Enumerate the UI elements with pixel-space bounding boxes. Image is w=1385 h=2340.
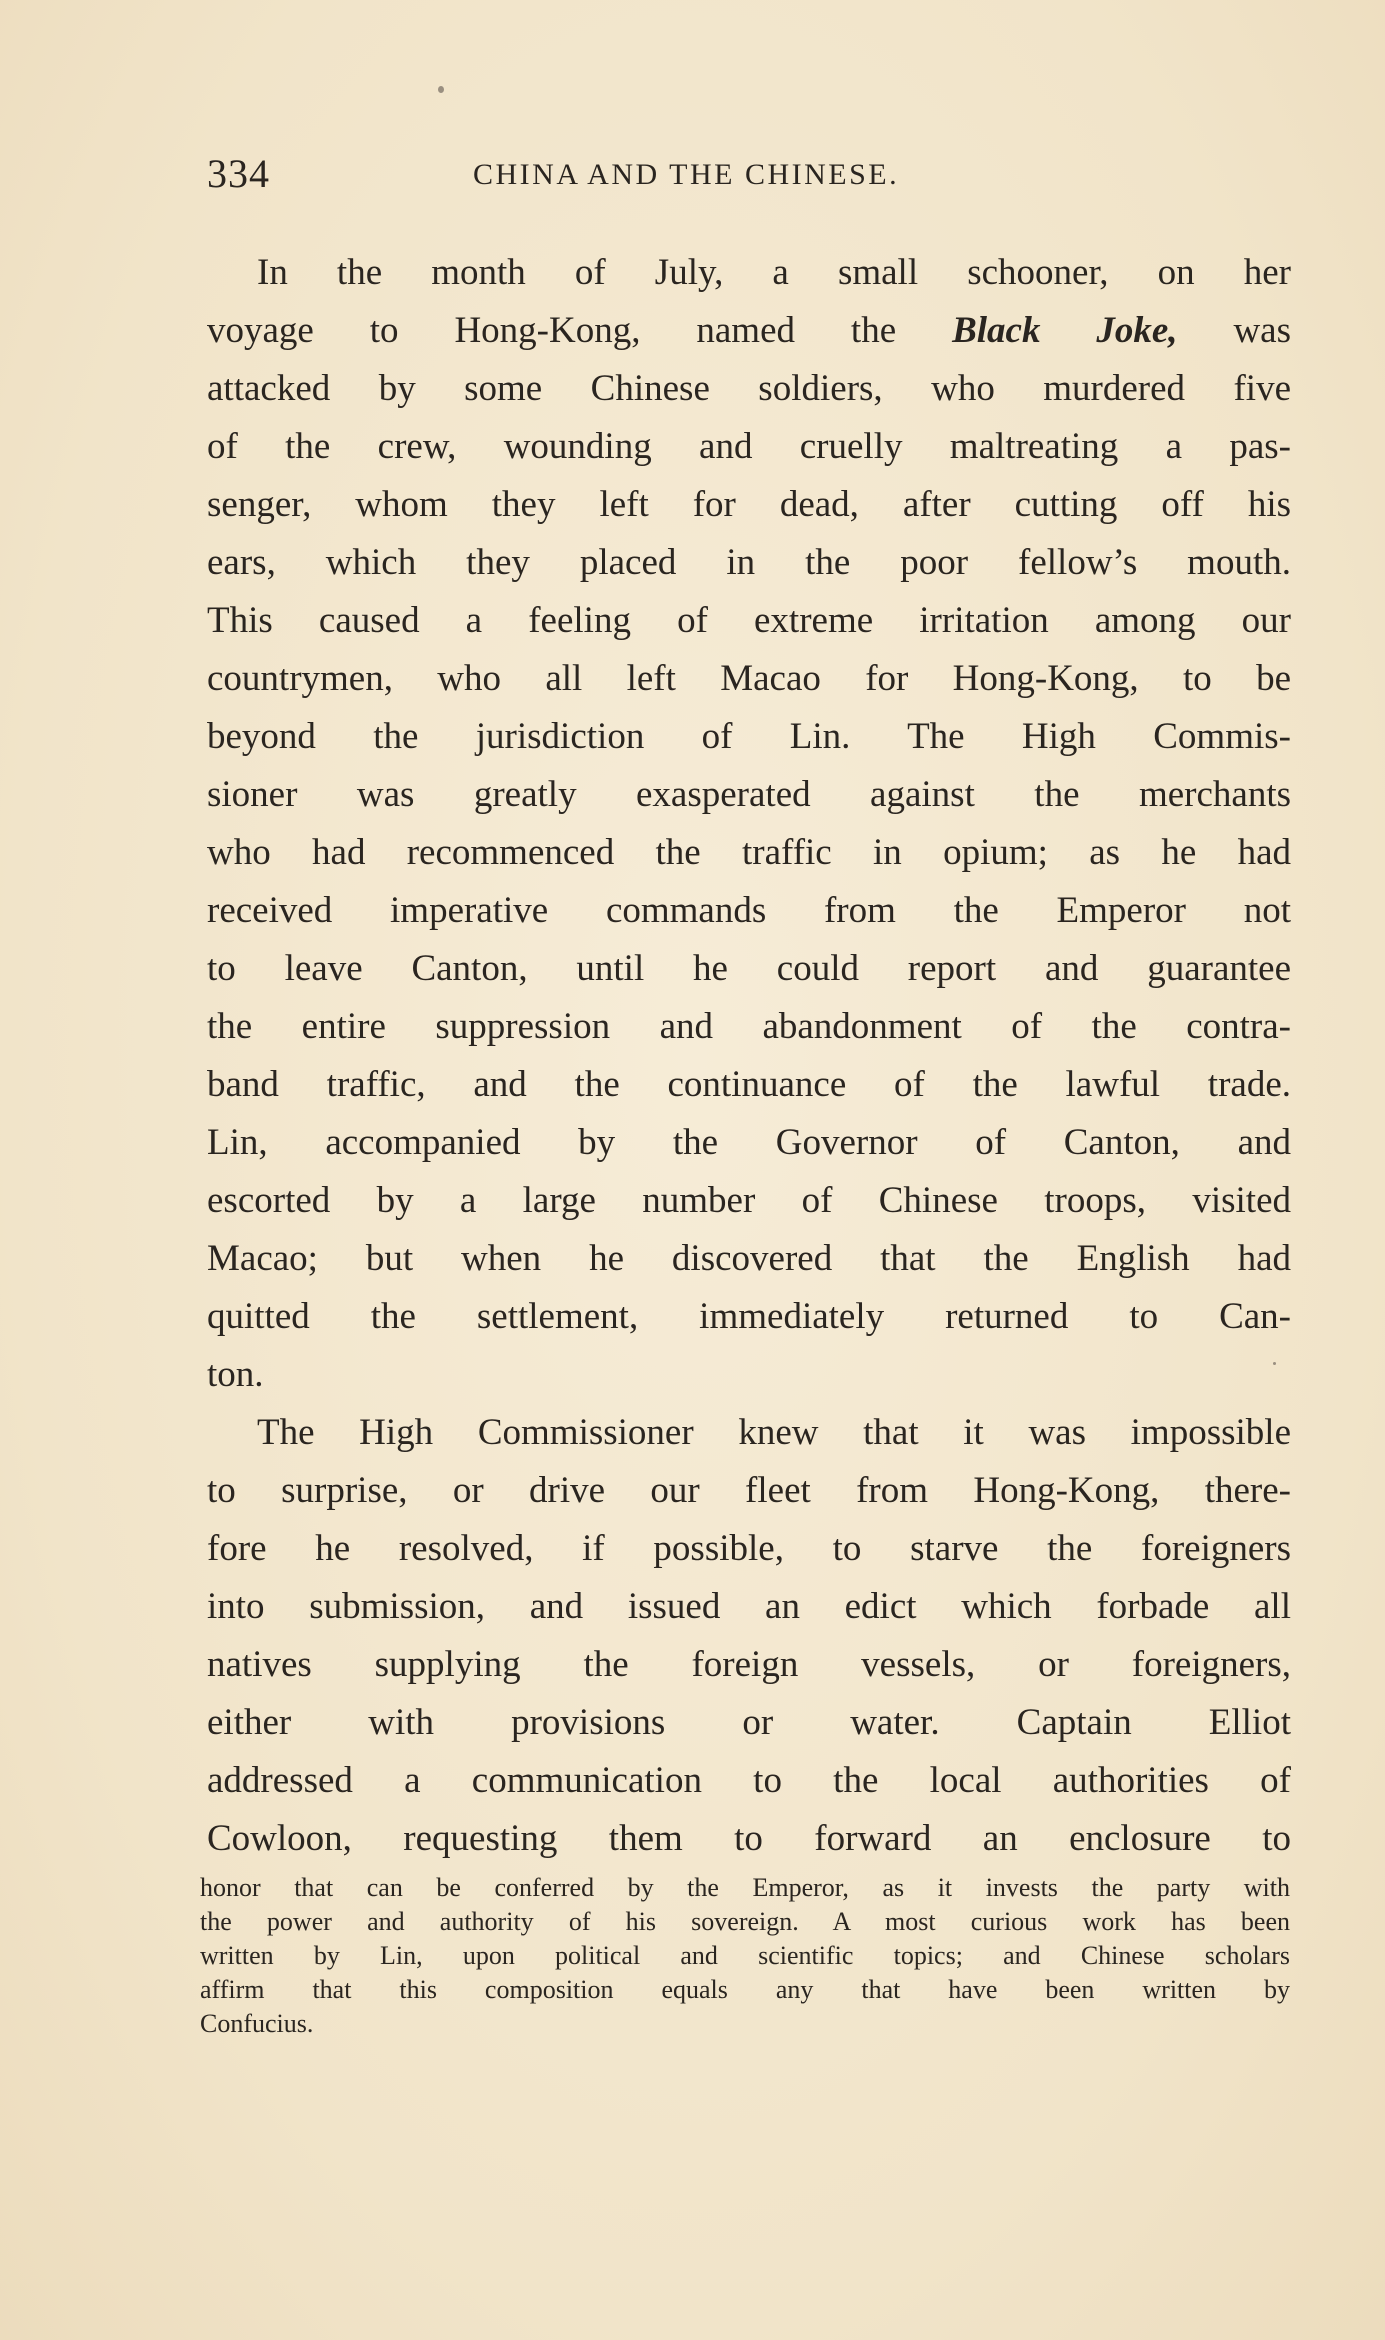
text-line: The High Commissioner knew that it was impossible xyxy=(257,1412,1291,1453)
footnote xyxy=(200,1871,1290,2041)
text-line: who had recommenced the traffic in opium; as he had xyxy=(207,832,1291,873)
main-text xyxy=(207,244,1291,1868)
text-line: Lin, accompanied by the Governor of Canton, and xyxy=(207,1122,1291,1163)
text-line: Cowloon, requesting them to forward an enclosure to xyxy=(207,1818,1291,1859)
footnote-line: honor that can be conferred by the Emperor, as it invests the party with xyxy=(200,1873,1290,1902)
text-line: the entire suppression and abandonment of the contra- xyxy=(207,1006,1291,1047)
text-line: beyond the jurisdiction of Lin. The High Commis- xyxy=(207,716,1291,757)
text-line: escorted by a large number of Chinese troops, visited xyxy=(207,1180,1291,1221)
text-line: of the crew, wounding and cruelly maltreating a pas- xyxy=(207,426,1291,467)
text-line: received imperative commands from the Emperor not xyxy=(207,890,1291,931)
page-number: 334 xyxy=(207,151,270,196)
footnote-line: Confucius. xyxy=(200,2009,314,2038)
paragraph-1 xyxy=(207,244,1291,1404)
footnote-line: the power and authority of his sovereign. A most curious work has been xyxy=(200,1907,1290,1936)
text-line: to surprise, or drive our fleet from Hong-Kong, there- xyxy=(207,1470,1291,1511)
text-span: voyage to Hong-Kong, named the xyxy=(207,310,953,351)
text-line: countrymen, who all left Macao for Hong-Kong, to be xyxy=(207,658,1291,699)
text-line: either with provisions or water. Captain Elliot xyxy=(207,1702,1291,1743)
text-line: addressed a communication to the local authorities of xyxy=(207,1760,1291,1801)
text-line: to leave Canton, until he could report and guarantee xyxy=(207,948,1291,989)
text-line xyxy=(207,302,1291,360)
text-line: ears, which they placed in the poor fellow’s mouth. xyxy=(207,542,1291,583)
print-speck xyxy=(438,86,444,93)
text-line: into submission, and issued an edict which forbade all xyxy=(207,1586,1291,1627)
footnote-line: written by Lin, upon political and scientific topics; and Chinese scholars xyxy=(200,1941,1290,1970)
running-head: CHINA AND THE CHINESE. xyxy=(473,158,900,191)
text-line: ton. xyxy=(207,1354,264,1395)
text-line: band traffic, and the continuance of the lawful trade. xyxy=(207,1064,1291,1105)
text-line: sioner was greatly exasperated against the merchants xyxy=(207,774,1291,815)
text-line: This caused a feeling of extreme irritation among our xyxy=(207,600,1291,641)
paragraph-2 xyxy=(207,1404,1291,1868)
text-line: In the month of July, a small schooner, on her xyxy=(257,252,1291,293)
text-line: Macao; but when he discovered that the English had xyxy=(207,1238,1291,1279)
text-line: quitted the settlement, immediately returned to Can- xyxy=(207,1296,1291,1337)
footnote-line: affirm that this composition equals any that have been written by xyxy=(200,1975,1290,2004)
text-span: was xyxy=(1177,310,1292,351)
text-line: natives supplying the foreign vessels, or foreigners, xyxy=(207,1644,1291,1685)
text-line: fore he resolved, if possible, to starve the foreigners xyxy=(207,1528,1291,1569)
text-line: senger, whom they left for dead, after cutting off his xyxy=(207,484,1291,525)
ship-name: Black Joke, xyxy=(952,310,1178,351)
page-header xyxy=(207,150,1047,200)
text-line: attacked by some Chinese soldiers, who murdered five xyxy=(207,368,1291,409)
